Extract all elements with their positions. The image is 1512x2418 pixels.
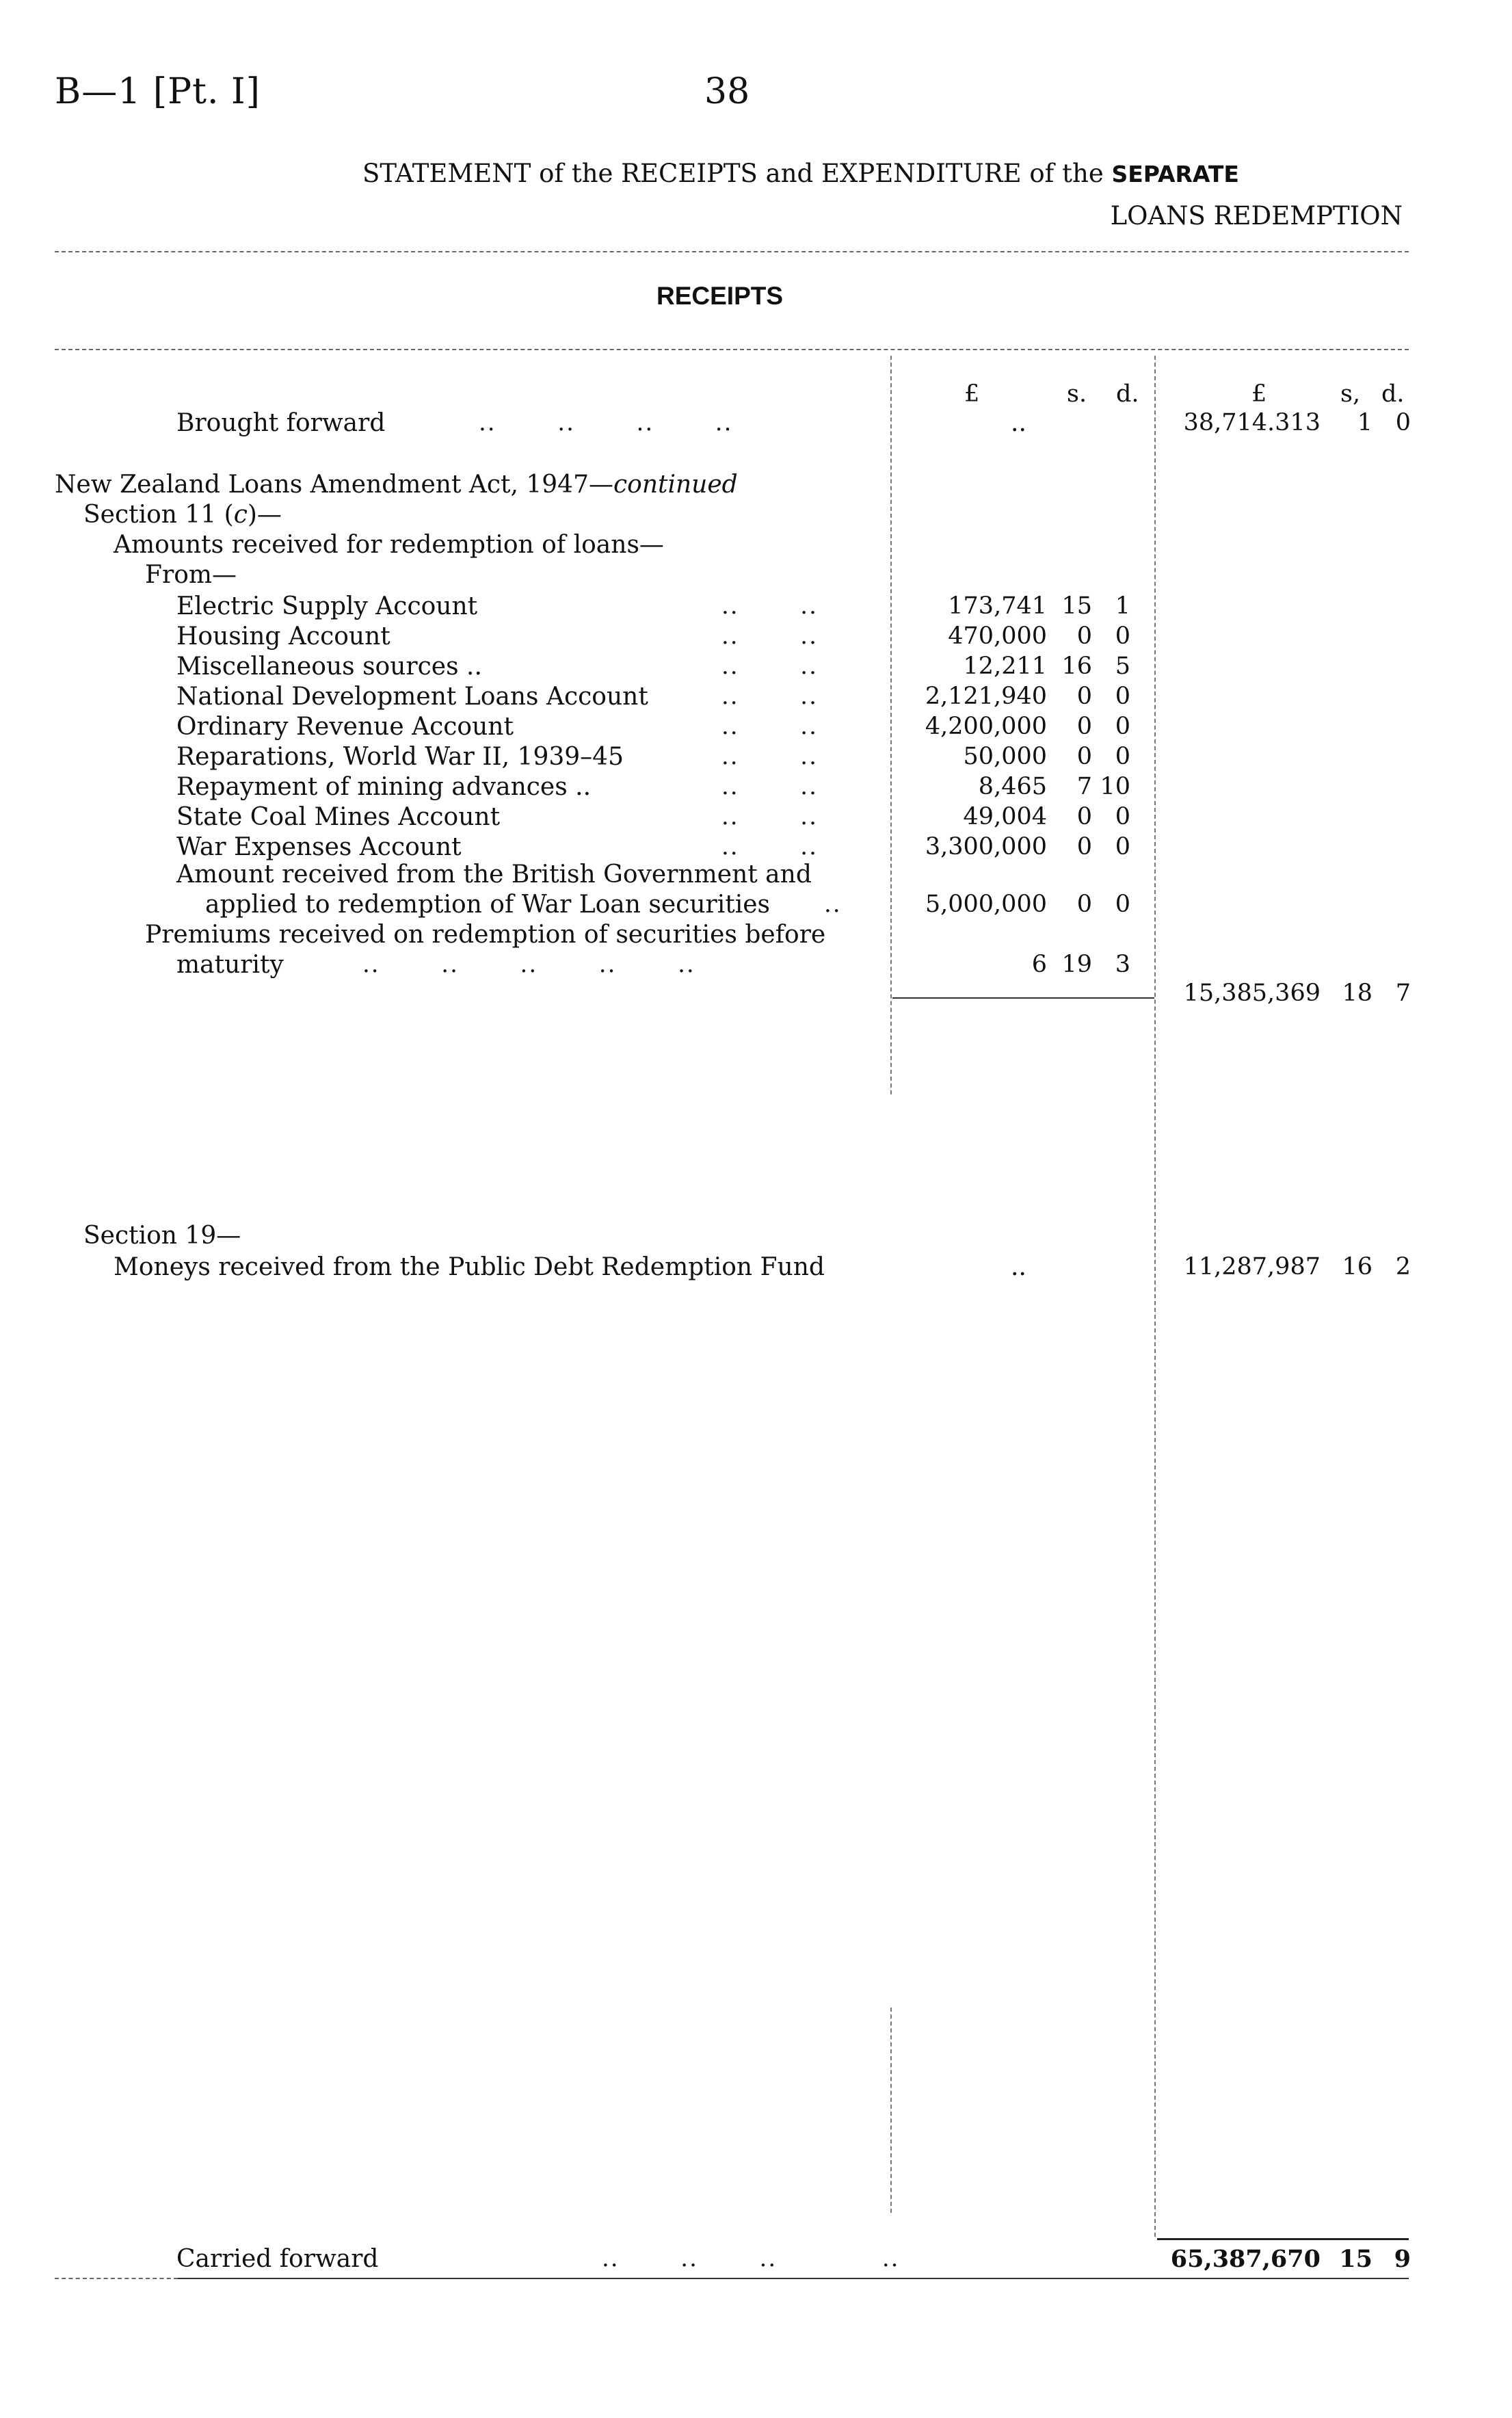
item-pence: 10 (1100, 773, 1130, 800)
carried-forward-shillings: 15 (1339, 2245, 1372, 2273)
section-19-label: Moneys received from the Public Debt Redemption Fund (114, 1253, 825, 1281)
section-19-heading: Section 19— (83, 1222, 241, 1250)
item-shillings: 7 (1076, 773, 1092, 800)
title-line1-bold: SEPARATE (1111, 161, 1239, 187)
section-11-end: )— (247, 501, 282, 529)
act-title (55, 471, 738, 499)
item-pounds: 3,300,000 (925, 833, 1047, 860)
section-19-pence: 2 (1395, 1253, 1411, 1280)
leader-dots: .. .. (721, 683, 818, 710)
subtotal-pence: 7 (1395, 980, 1411, 1007)
item-shillings: 0 (1076, 833, 1092, 860)
item-label: Electric Supply Account (176, 592, 478, 620)
receipts-rule (55, 349, 1409, 350)
outer-pence-header: d. (1381, 380, 1405, 408)
inner-pound-header: £ (964, 380, 980, 408)
item-pounds: 12,211 (963, 653, 1047, 680)
leader-dots: .. .. (721, 622, 818, 650)
inner-shillings-header: s. (1067, 380, 1087, 408)
receipts-heading: RECEIPTS (656, 282, 784, 310)
statement-title-line1 (362, 159, 1239, 188)
item-shillings: 0 (1076, 743, 1092, 770)
item-pence: 1 (1115, 592, 1130, 620)
leader-dots: .. .. (721, 592, 818, 620)
item-label: Reparations, World War II, 1939–45 (176, 743, 624, 771)
item-pounds: 8,465 (978, 773, 1047, 800)
subtotal-pounds: 15,385,369 (1183, 980, 1321, 1007)
amounts-received-label: Amounts received for redemption of loans— (114, 531, 664, 559)
footer-rule (55, 2278, 178, 2279)
premiums-pence: 3 (1115, 951, 1130, 978)
leader-dots: .. .. .. .. (479, 409, 733, 436)
from-label: From— (145, 561, 237, 589)
leader-dots: .. .. (721, 653, 818, 680)
title-line1-text: STATEMENT of the RECEIPTS and EXPENDITURE of the (362, 159, 1112, 188)
brought-forward-pence: 0 (1395, 409, 1411, 436)
act-title-continued: continued (613, 471, 738, 499)
carried-forward-pounds: 65,387,670 (1170, 2245, 1321, 2273)
section-19-inner: .. (1011, 1253, 1026, 1281)
leader-dots: .. .. .. .. (602, 2245, 900, 2272)
item-shillings: 0 (1076, 803, 1092, 830)
subtotal-shillings: 18 (1342, 980, 1372, 1007)
item-pence: 0 (1115, 833, 1130, 860)
leader-dots: .. (824, 891, 842, 918)
premiums-line2: maturity (176, 951, 284, 979)
item-pence: 5 (1115, 653, 1130, 680)
item-pence: 0 (1115, 622, 1130, 650)
item-label: National Development Loans Account (176, 683, 648, 711)
leader-dots: .. .. (721, 803, 818, 830)
section-19-shillings: 16 (1342, 1253, 1372, 1280)
brought-forward-inner: .. (1011, 409, 1026, 437)
inner-column-separator-lower (890, 2008, 892, 2213)
header-rule (55, 251, 1409, 252)
section-11c-heading (83, 501, 282, 529)
item-pounds: 470,000 (948, 622, 1047, 650)
british-pence: 0 (1115, 891, 1130, 918)
item-label: State Coal Mines Account (176, 803, 501, 831)
leader-dots: .. .. (721, 713, 818, 740)
item-label: Ordinary Revenue Account (176, 713, 514, 741)
item-label: War Expenses Account (176, 833, 462, 861)
carried-forward-pence: 9 (1394, 2245, 1411, 2273)
section-19-pounds: 11,287,987 (1183, 1253, 1321, 1280)
british-shillings: 0 (1076, 891, 1092, 918)
item-shillings: 15 (1061, 592, 1092, 620)
item-pounds: 49,004 (963, 803, 1047, 830)
leader-dots: .. .. (721, 833, 818, 860)
outer-pound-header: £ (1251, 380, 1267, 408)
outer-shillings-header: s, (1340, 380, 1361, 408)
section-11-subsection: c (233, 501, 248, 529)
bottom-rule (176, 2278, 1409, 2279)
item-pounds: 2,121,940 (925, 683, 1047, 710)
outer-column-separator (1154, 356, 1156, 2237)
item-pence: 0 (1115, 803, 1130, 830)
item-pence: 0 (1115, 713, 1130, 740)
british-government-line1: Amount received from the British Government and (176, 860, 812, 889)
premiums-line1: Premiums received on redemption of securities before (145, 921, 826, 949)
premiums-pounds: 6 (1031, 951, 1047, 978)
item-label: Repayment of mining advances .. (176, 773, 592, 801)
total-rule (1157, 2238, 1409, 2240)
inner-column-separator (890, 356, 892, 1094)
item-label: Housing Account (176, 622, 390, 651)
inner-pence-header: d. (1116, 380, 1139, 408)
brought-forward-pounds: 38,714.313 (1183, 409, 1321, 436)
document-reference: B—1 [Pt. I] (55, 71, 261, 112)
statement-title-line2: LOANS REDEMPTION (1110, 201, 1403, 231)
item-shillings: 0 (1076, 622, 1092, 650)
item-shillings: 0 (1076, 713, 1092, 740)
carried-forward-label: Carried forward (176, 2245, 379, 2273)
item-shillings: 16 (1061, 653, 1092, 680)
section-11-text: Section 11 ( (83, 501, 234, 529)
premiums-shillings: 19 (1061, 951, 1092, 978)
british-pounds: 5,000,000 (925, 891, 1047, 918)
page-number: 38 (704, 71, 750, 112)
leader-dots: .. .. (721, 773, 818, 800)
item-pounds: 173,741 (948, 592, 1047, 620)
british-government-line2: applied to redemption of War Loan securities (205, 891, 770, 919)
leader-dots: .. .. (721, 743, 818, 770)
item-pounds: 4,200,000 (925, 713, 1047, 740)
leader-dots: .. .. .. .. .. (362, 951, 695, 978)
brought-forward-label: Brought forward (176, 409, 386, 437)
brought-forward-shillings: 1 (1357, 409, 1372, 436)
item-shillings: 0 (1076, 683, 1092, 710)
item-label: Miscellaneous sources .. (176, 653, 482, 681)
subtotal-rule (892, 997, 1154, 999)
item-pence: 0 (1115, 743, 1130, 770)
item-pence: 0 (1115, 683, 1130, 710)
item-pounds: 50,000 (963, 743, 1047, 770)
act-title-text: New Zealand Loans Amendment Act, 1947— (55, 471, 613, 499)
